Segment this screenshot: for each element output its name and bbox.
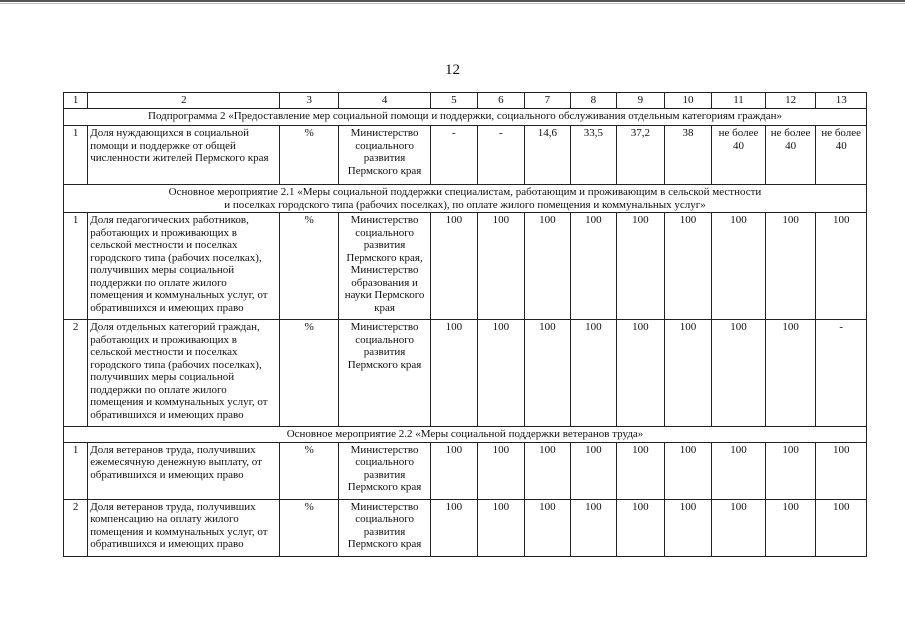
value-cell: 100 (617, 320, 665, 427)
value-cell: 38 (664, 126, 712, 185)
value-cell: 100 (570, 320, 617, 427)
header-col-7: 7 (525, 93, 571, 109)
unit-cell: % (280, 320, 339, 427)
value-cell: 100 (712, 213, 766, 320)
row-number: 2 (64, 499, 88, 556)
value-cell: - (431, 126, 478, 185)
header-col-13: 13 (816, 93, 867, 109)
value-cell: 100 (664, 320, 712, 427)
activity-2-2-title: Основное мероприятие 2.2 «Меры социальной поддержки ветеранов труда» (64, 427, 867, 443)
indicator-text: Доля ветеранов труда, получивших компенсацию на оплату жилого помещения и коммунальных услуг, от обратившихся и имеющих право (88, 499, 280, 556)
value-cell: 100 (431, 320, 478, 427)
executor-cell: Министерство социального развития Пермского края (339, 442, 431, 499)
activity-2-1-title (64, 185, 867, 213)
value-cell: 100 (431, 442, 478, 499)
value-cell: 100 (664, 213, 712, 320)
subprogram-title: Подпрограмма 2 «Предоставление мер социальной помощи и поддержки, социального обслуживания отдельным категориям граждан» (64, 109, 867, 126)
value-cell: не более 40 (712, 126, 766, 185)
value-cell: 14,6 (525, 126, 571, 185)
row-number: 1 (64, 126, 88, 185)
value-cell: 100 (765, 320, 816, 427)
value-cell: 100 (525, 442, 571, 499)
unit-cell: % (280, 442, 339, 499)
executor-cell: Министерство социального развития Пермского края, Министерство образования и науки Пермского края (339, 213, 431, 320)
value-cell: 100 (525, 499, 571, 556)
value-cell: 100 (617, 442, 665, 499)
value-cell: 37,2 (617, 126, 665, 185)
unit-cell: % (280, 499, 339, 556)
header-col-12: 12 (765, 93, 816, 109)
executor-cell: Министерство социального развития Пермского края (339, 126, 431, 185)
value-cell: 100 (765, 499, 816, 556)
activity-2-2-row (64, 427, 867, 443)
value-cell: - (477, 126, 525, 185)
value-cell: 100 (477, 499, 525, 556)
value-cell: 100 (664, 499, 712, 556)
value-cell: 100 (765, 442, 816, 499)
header-col-1: 1 (64, 93, 88, 109)
value-cell: не более 40 (765, 126, 816, 185)
value-cell: 100 (431, 499, 478, 556)
executor-cell: Министерство социального развития Пермского края (339, 499, 431, 556)
value-cell: 100 (617, 499, 665, 556)
header-col-8: 8 (570, 93, 617, 109)
indicator-text: Доля ветеранов труда, получивших ежемесячную денежную выплату, от обратившихся и имеющих право (88, 442, 280, 499)
executor-cell: Министерство социального развития Пермского края (339, 320, 431, 427)
value-cell: 100 (816, 499, 867, 556)
value-cell: 100 (477, 213, 525, 320)
activity-2-1-title-line-2: и поселках городского типа (рабочих поселках), по оплате жилого помещения и коммунальных услуг» (224, 198, 706, 211)
value-cell: 100 (712, 499, 766, 556)
indicators-table (63, 92, 867, 557)
table-row (64, 442, 867, 499)
value-cell: 100 (570, 213, 617, 320)
page-number: 12 (445, 62, 460, 78)
header-col-6: 6 (477, 93, 525, 109)
value-cell: 100 (525, 213, 571, 320)
value-cell: 100 (431, 213, 478, 320)
row-number: 1 (64, 442, 88, 499)
unit-cell: % (280, 126, 339, 185)
row-number: 2 (64, 320, 88, 427)
header-col-4: 4 (339, 93, 431, 109)
value-cell: 100 (712, 320, 766, 427)
table-row (64, 320, 867, 427)
table-row (64, 126, 867, 185)
value-cell: 100 (617, 213, 665, 320)
header-row (64, 93, 867, 109)
header-col-10: 10 (664, 93, 712, 109)
header-col-2: 2 (88, 93, 280, 109)
row-number: 1 (64, 213, 88, 320)
indicator-text: Доля педагогических работников, работающих и проживающих в сельской местности и поселках городского типа (рабочих поселках), получивших меры социальной поддержки по оплате жилого помещения и коммунальных услуг, от обратившихся и имеющих право (88, 213, 280, 320)
header-col-5: 5 (431, 93, 478, 109)
value-cell: 100 (816, 442, 867, 499)
activity-2-1-title-line-1: Основное мероприятие 2.1 «Меры социальной поддержки специалистам, работающим и проживающим в сельской местности (168, 186, 762, 198)
value-cell: 100 (477, 320, 525, 427)
value-cell: 100 (664, 442, 712, 499)
value-cell: 100 (712, 442, 766, 499)
top-scan-border-secondary (0, 3, 905, 4)
table-row (64, 499, 867, 556)
indicator-text: Доля нуждающихся в социальной помощи и поддержке от общей численности жителей Пермского края (88, 126, 280, 185)
value-cell: 100 (570, 442, 617, 499)
value-cell: - (816, 320, 867, 427)
indicator-text: Доля отдельных категорий граждан, работающих и проживающих в сельской местности и поселках городского типа (рабочих поселках), получивших меры социальной поддержки по оплате жилого помещения и коммунальных услуг, от обратившихся и имеющих право (88, 320, 280, 427)
table-row (64, 213, 867, 320)
value-cell: 100 (570, 499, 617, 556)
header-col-3: 3 (280, 93, 339, 109)
header-col-11: 11 (712, 93, 766, 109)
value-cell: 100 (816, 213, 867, 320)
subprogram-row (64, 109, 867, 126)
header-col-9: 9 (617, 93, 665, 109)
unit-cell: % (280, 213, 339, 320)
value-cell: 100 (765, 213, 816, 320)
value-cell: 100 (477, 442, 525, 499)
value-cell: 33,5 (570, 126, 617, 185)
value-cell: 100 (525, 320, 571, 427)
top-scan-border (0, 0, 905, 2)
activity-2-1-row (64, 185, 867, 213)
value-cell: не более 40 (816, 126, 867, 185)
